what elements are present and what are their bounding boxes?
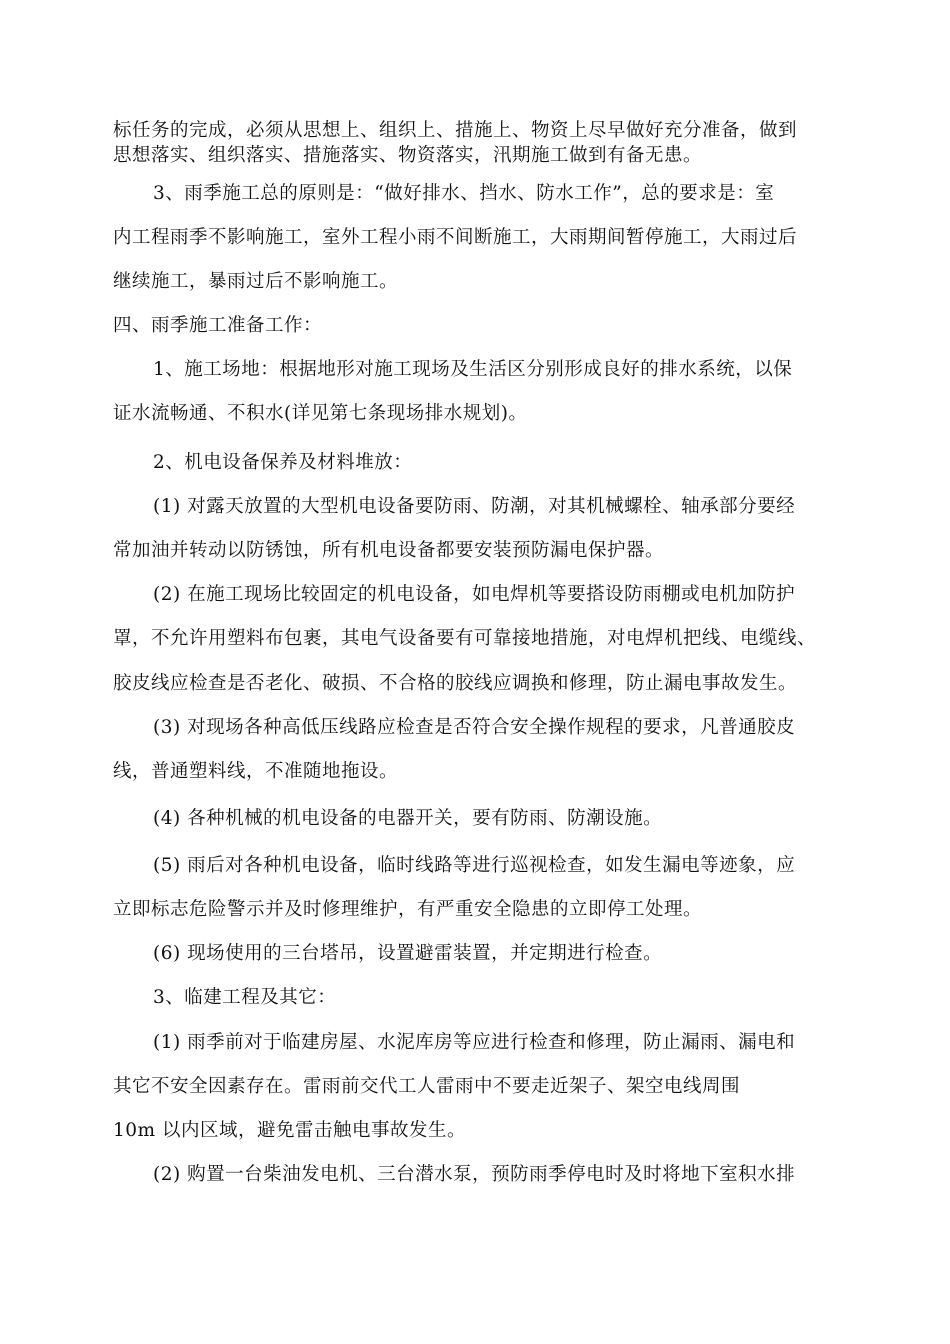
text-line: 内工程雨季不影响施工，室外工程小雨不间断施工，大雨期间暂停施工，大雨过后 — [113, 227, 798, 248]
text-line: (6) 现场使用的三台塔吊，设置避雷装置，并定期进行检查。 — [153, 943, 663, 964]
text-line: (2) 购置一台柴油发电机、三台潜水泵，预防雨季停电时及时将地下室积水排 — [153, 1164, 796, 1185]
text-line: (2) 在施工现场比较固定的机电设备，如电焊机等要搭设防雨棚或电机加防护 — [153, 584, 796, 605]
text-line: (3) 对现场各种高低压线路应检查是否符合安全操作规程的要求，凡普通胶皮 — [153, 717, 796, 738]
text-line: 立即标志危险警示并及时修理维护，有严重安全隐患的立即停工处理。 — [113, 899, 703, 920]
text-line: 继续施工，暴雨过后不影响施工。 — [113, 271, 399, 292]
text-line: 线，普通塑料线，不准随地拖设。 — [113, 761, 399, 782]
section-heading: 四、雨季施工准备工作： — [113, 315, 323, 336]
text-line: 胶皮线应检查是否老化、破损、不合格的胶线应调换和修理，防止漏电事故发生。 — [113, 673, 798, 694]
text-line: (1) 对露天放置的大型机电设备要防雨、防潮，对其机械螺栓、轴承部分要经 — [153, 496, 796, 517]
text-line: 3、临建工程及其它： — [153, 987, 337, 1008]
text-line: (4) 各种机械的机电设备的电器开关，要有防雨、防潮设施。 — [153, 808, 663, 829]
text-line: 3、雨季施工总的原则是：“做好排水、挡水、防水工作”，总的要求是：室 — [153, 183, 775, 204]
text-line: 证水流畅通、不积水(详见第七条现场排水规划)。 — [113, 403, 528, 424]
text-line: 2、机电设备保养及材料堆放： — [153, 452, 413, 473]
text-line: 10m 以内区域，避免雷击触电事故发生。 — [113, 1120, 466, 1141]
text-line: (1) 雨季前对于临建房屋、水泥库房等应进行检查和修理，防止漏雨、漏电和 — [153, 1032, 796, 1053]
text-line: 罩，不允许用塑料布包裹，其电气设备要有可靠接地措施，对电焊机把线、电缆线、 — [113, 628, 817, 649]
text-line: (5) 雨后对各种机电设备，临时线路等进行巡视检查，如发生漏电等迹象，应 — [153, 855, 796, 876]
text-line: 常加油并转动以防锈蚀，所有机电设备都要安装预防漏电保护器。 — [113, 540, 665, 561]
text-line: 标任务的完成，必须从思想上、组织上、措施上、物资上尽早做好充分准备，做到 — [113, 120, 798, 141]
text-line: 思想落实、组织落实、措施落实、物资落实，汛期施工做到有备无患。 — [113, 145, 703, 166]
text-line: 1、施工场地：根据地形对施工现场及生活区分别形成良好的排水系统，以保 — [153, 359, 793, 380]
text-line: 其它不安全因素存在。雷雨前交代工人雷雨中不要走近架子、架空电线周围 — [113, 1076, 741, 1097]
